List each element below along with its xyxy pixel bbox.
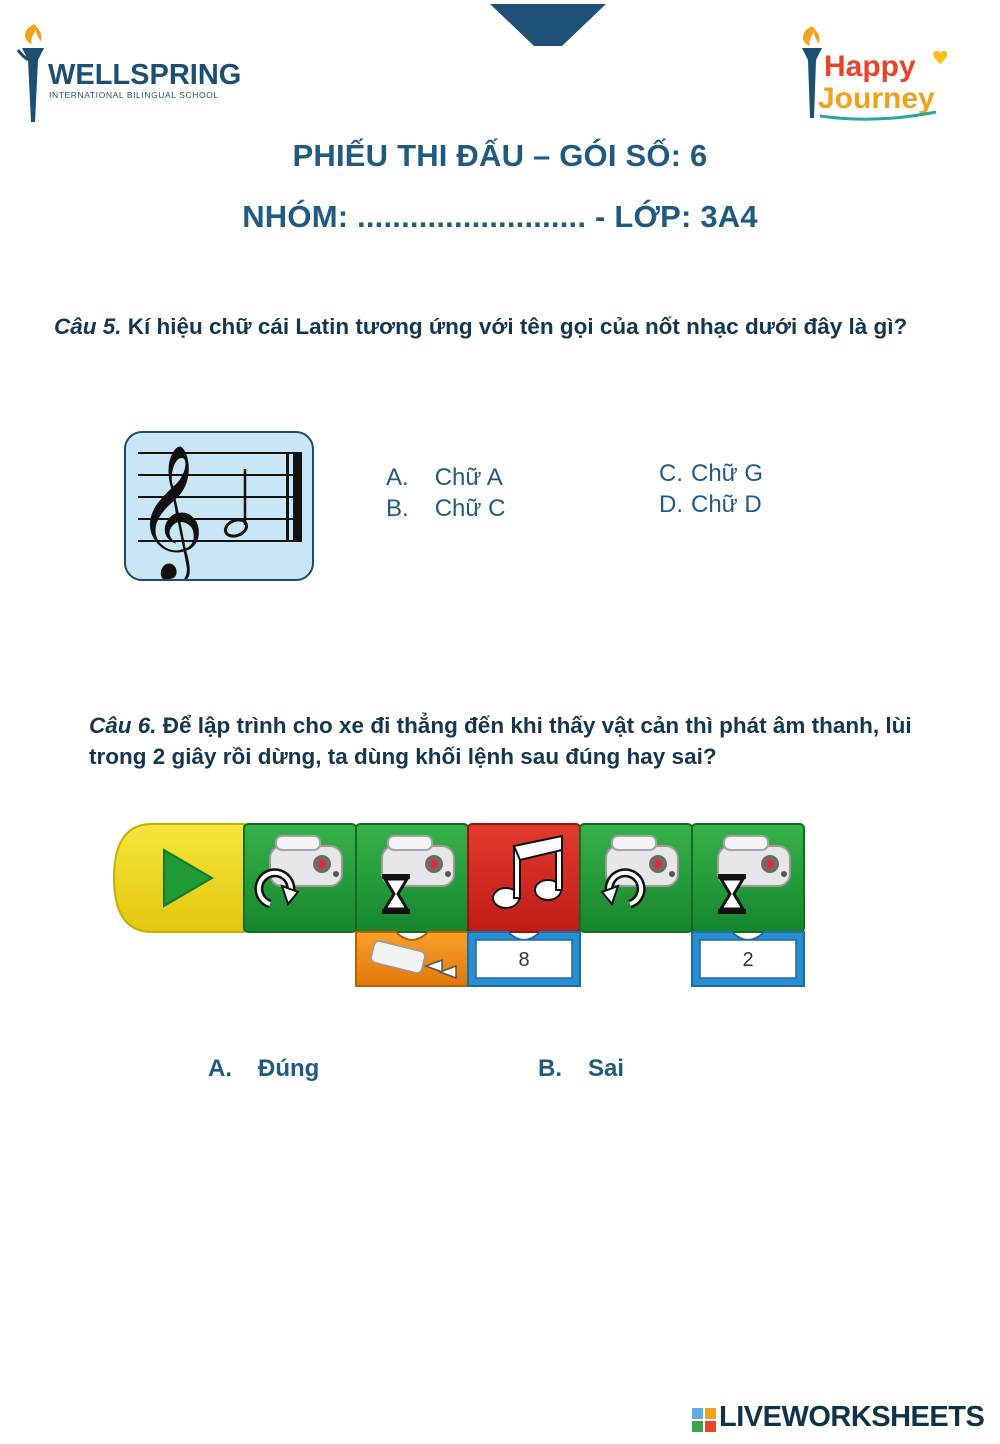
program-blocks [112, 820, 812, 995]
question-6-number: Câu 6. [89, 713, 157, 738]
svg-text:INTERNATIONAL BILINGUAL SCHOOL: INTERNATIONAL BILINGUAL SCHOOL [49, 90, 219, 100]
tilt-sensor-input [356, 932, 468, 986]
treble-clef-half-note-image [126, 433, 312, 579]
wait-input-value: 2 [742, 949, 754, 971]
question-5-text [54, 311, 954, 342]
motor-clockwise-block [244, 824, 356, 932]
liveworksheets-wordmark: LIVEWORKSHEETS [719, 1401, 985, 1433]
q6-option-a[interactable]: A. Đúng [208, 1055, 320, 1082]
question-5-body: Kí hiệu chữ cái Latin tương ứng với tên gọi của nốt nhạc dưới đây là gì? [121, 314, 908, 339]
q5-option-a[interactable]: A. Chữ A [386, 464, 503, 491]
motor-wait-block [356, 824, 468, 932]
wait-time-input [692, 932, 804, 986]
q6-option-b[interactable]: B. Sai [538, 1055, 625, 1082]
play-sound-block [468, 824, 580, 932]
top-notch-decoration [490, 0, 606, 48]
page-title: PHIẾU THI ĐẤU – GÓI SỐ: 6 [292, 138, 708, 173]
happy-journey-logo [796, 26, 956, 126]
svg-text:WELLSPRING: WELLSPRING [48, 59, 242, 91]
question-6-text [89, 710, 969, 772]
question-5-number: Câu 5. [54, 314, 122, 339]
motor-counterclockwise-block [580, 824, 692, 932]
start-block [114, 824, 244, 932]
svg-text:Happy: Happy [824, 50, 916, 83]
group-class-line: NHÓM: .......................... - LỚP: 3A4 [242, 199, 758, 234]
q5-option-d[interactable]: D. Chữ D [659, 491, 762, 518]
liveworksheets-logo-icon [692, 1408, 716, 1432]
question-6-body: Để lập trình cho xe đi thẳng đến khi thấy vật cản thì phát âm thanh, lùi trong 2 giây rồi dừng, ta dùng khối lệnh sau đúng hay sai? [89, 713, 912, 769]
q5-option-c[interactable]: C. Chữ G [659, 460, 764, 487]
music-staff-card [124, 431, 314, 581]
q5-option-b[interactable]: B. Chữ C [386, 495, 506, 522]
sound-input [468, 932, 580, 986]
svg-text:Journey: Journey [818, 82, 935, 115]
motor-wait-time-block [692, 824, 804, 932]
sound-input-value: 8 [518, 949, 530, 971]
treble-clef-icon: 𝄞 [136, 444, 205, 579]
wellspring-logo [14, 22, 244, 126]
